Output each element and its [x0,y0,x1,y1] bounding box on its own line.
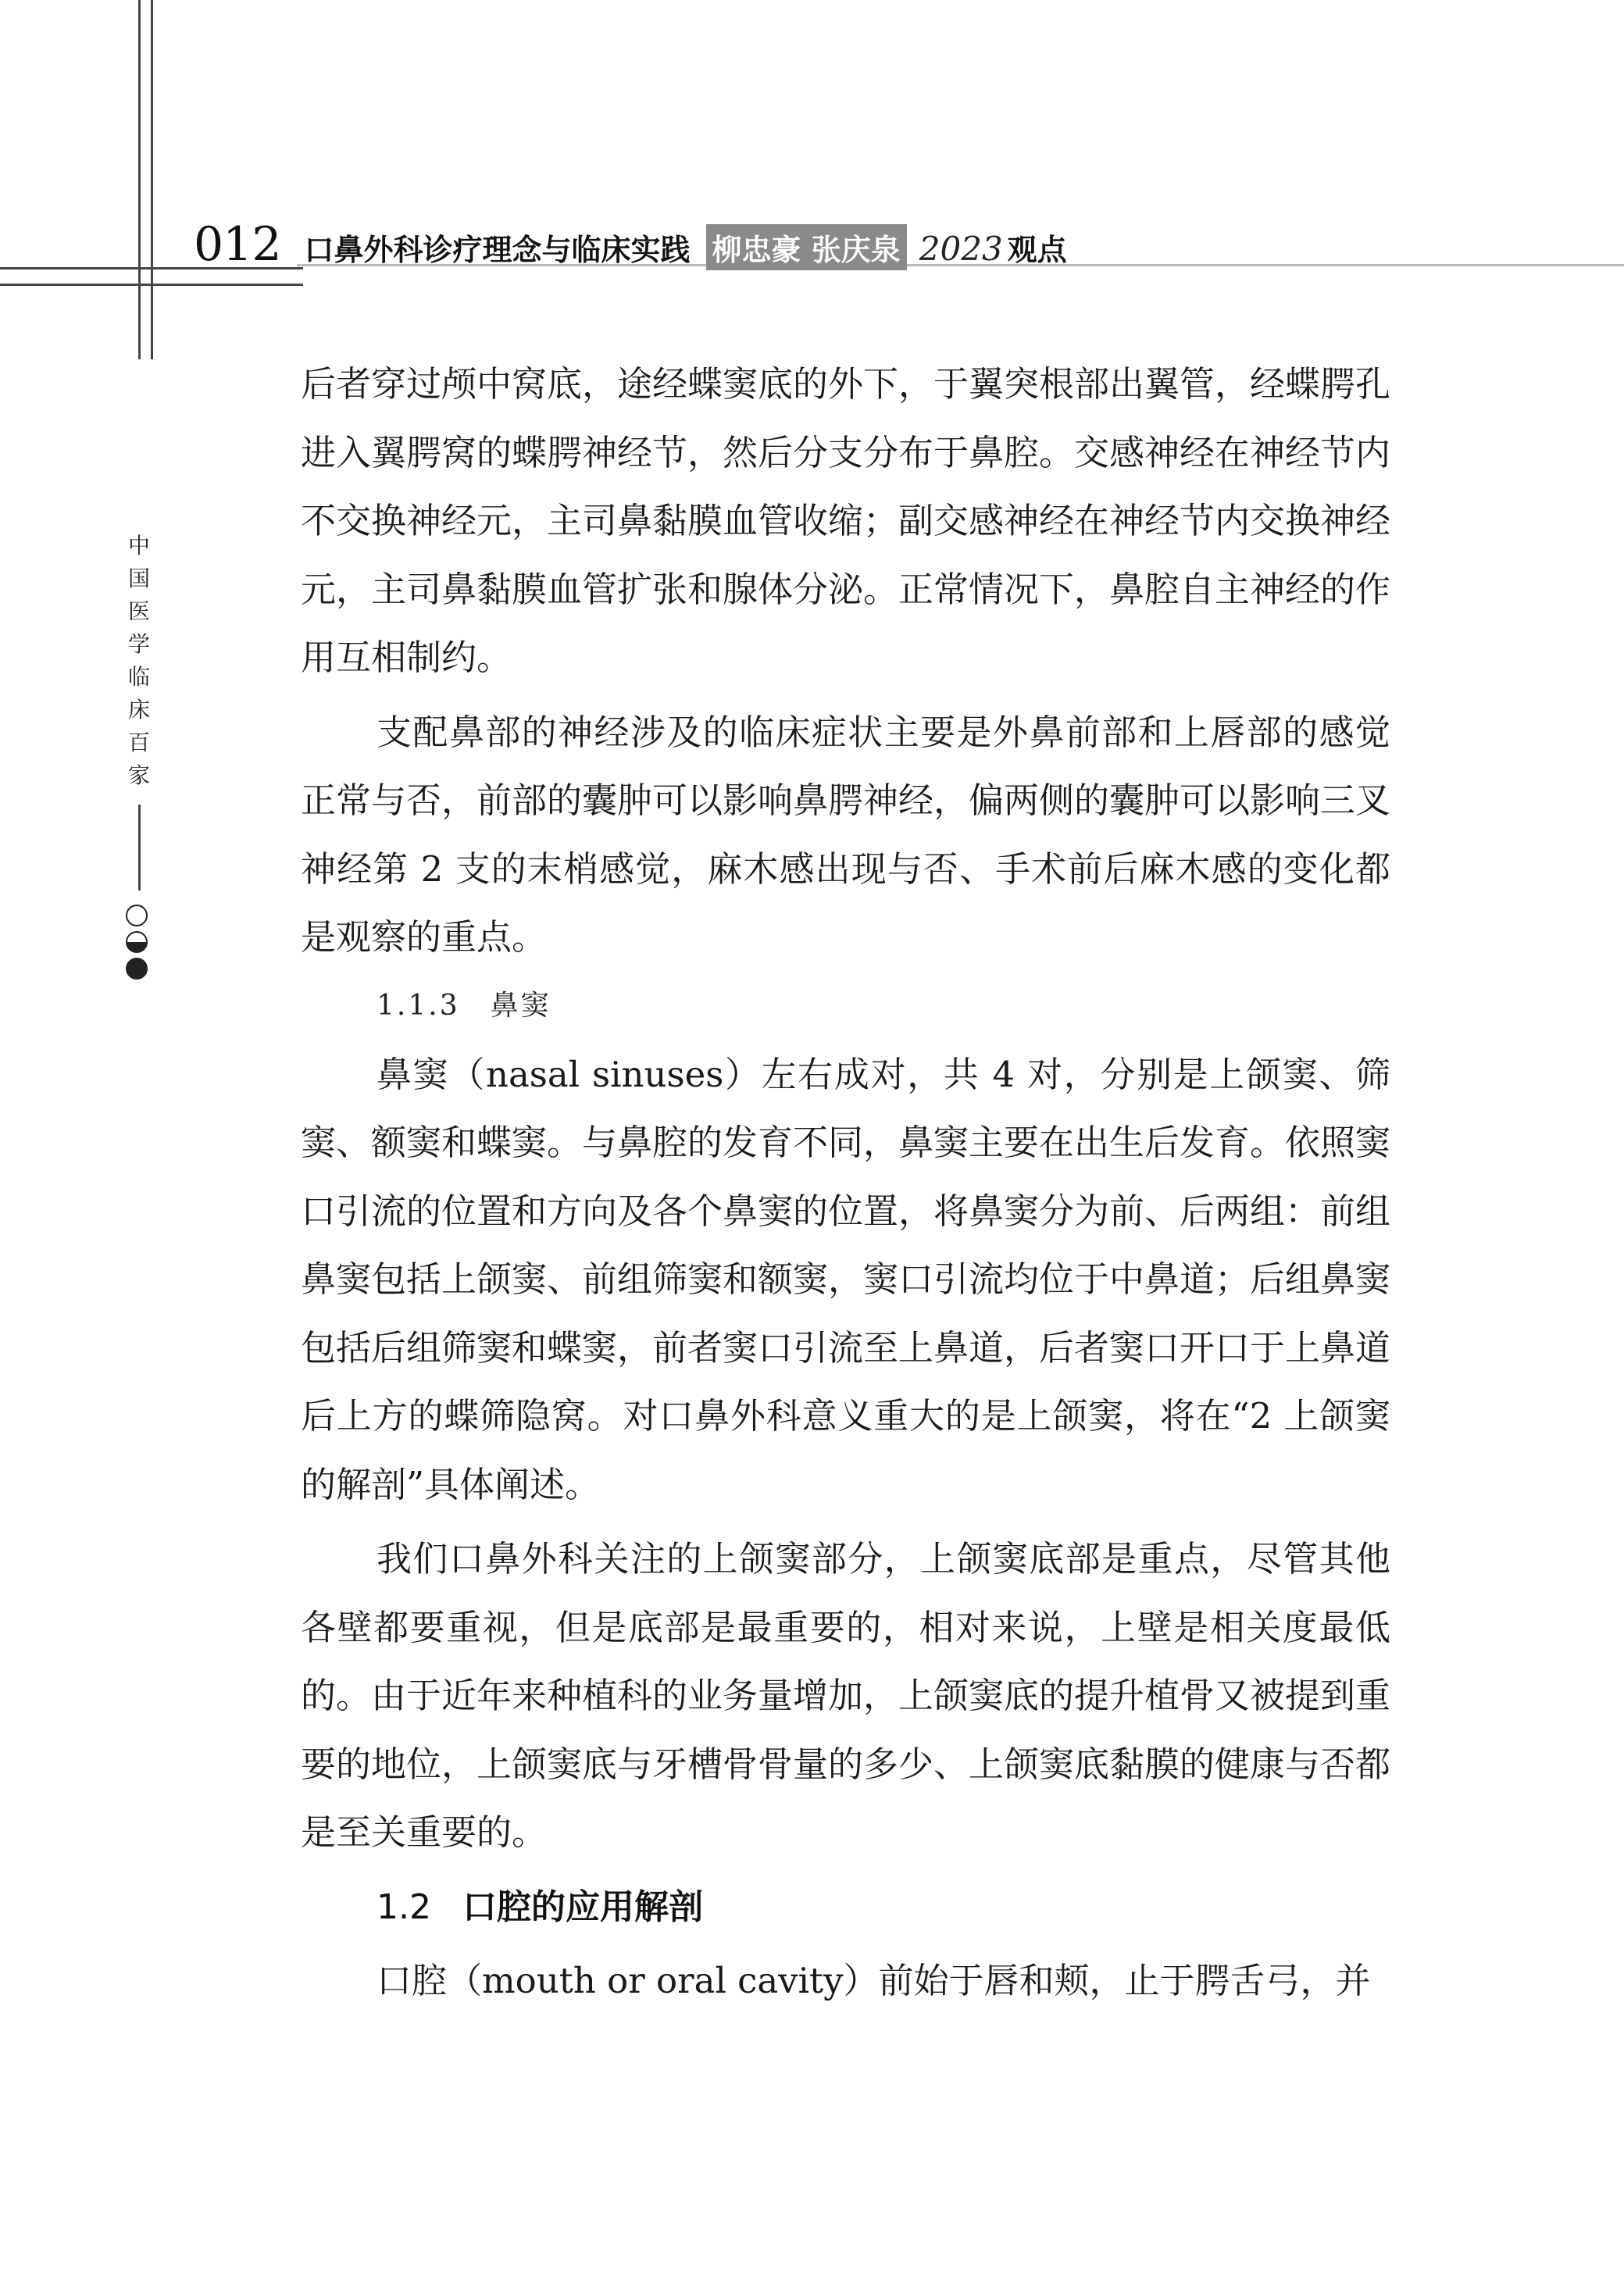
paragraph: 鼻窦（nasal sinuses）左右成对，共 4 对，分别是上颌窦、筛窦、额窦和蝶窦。与鼻腔的发育不同，鼻窦主要在出生后发育。依照窦口引流的位置和方向及各个鼻窦的位置，将鼻窦分为前、后两组：前组鼻窦包括上颌窦、前组筛窦和额窦，窦口引流均位于中鼻道；后组鼻窦包括后组筛窦和蝶窦，前者窦口引流至上鼻道，后者窦口开口于上鼻道后上方的蝶筛隐窝。对口鼻外科意义重大的是上颌窦，将在“2 上颌窦的解剖”具体阐述。 [301,1053,1391,1505]
side-dots [126,905,152,984]
paragraph: 口腔（mouth or oral cavity）前始于唇和颊，止于腭舌弓，并 [377,1959,1371,2001]
running-header [194,217,1067,272]
crop-line-vertical [138,0,141,359]
year: 2023 [919,230,1003,268]
crop-line-horizontal [0,284,303,286]
authors-badge: 柳忠豪 张庆泉 [706,224,907,270]
section-heading [377,1870,1390,1945]
book-title: 口鼻外科诊疗理念与临床实践 [304,233,691,267]
side-divider [138,805,141,891]
section-title: 口腔的应用解剖 [462,1886,703,1927]
paragraph: 我们口鼻外科关注的上颌窦部分，上颌窦底部是重点，尽管其他各壁都要重视，但是底部是最重要的，相对来说，上壁是相关度最低的。由于近年来种植科的业务量增加，上颌窦底的提升植骨又被提到重要的地位，上颌窦底与牙槽骨骨量的多少、上颌窦底黏膜的健康与否都是至关重要的。 [301,1538,1391,1853]
paragraph: 后者穿过颅中窝底，途经蝶窦底的外下，于翼突根部出翼管，经蝶腭孔进入翼腭窝的蝶腭神经节，然后分支分布于鼻腔。交感神经在神经节内不交换神经元，主司鼻黏膜血管收缩；副交感神经在神经节内交换神经元，主司鼻黏膜血管扩张和腺体分泌。正常情况下，鼻腔自主神经的作用互相制约。 [301,363,1391,678]
subsection-heading: 1.1.3 鼻窦 [377,989,551,1022]
page-number: 012 [194,217,281,272]
page-body [301,350,1390,2015]
viewpoint-label: 观点 [1007,233,1067,267]
half-circle-icon [126,931,148,953]
crop-line-vertical [151,0,153,359]
series-side-label: 中国医学临床百家 [127,533,150,788]
paragraph: 支配鼻部的神经涉及的临床症状主要是外鼻前部和上唇部的感觉正常与否，前部的囊肿可以影响鼻腭神经，偏两侧的囊肿可以影响三叉神经第 2 支的末梢感觉，麻木感出现与否、手术前后麻木感的变化都是观察的重点。 [301,711,1391,958]
section-number: 1.2 [377,1886,431,1927]
empty-circle-icon [126,905,148,926]
filled-circle-icon [126,958,148,980]
